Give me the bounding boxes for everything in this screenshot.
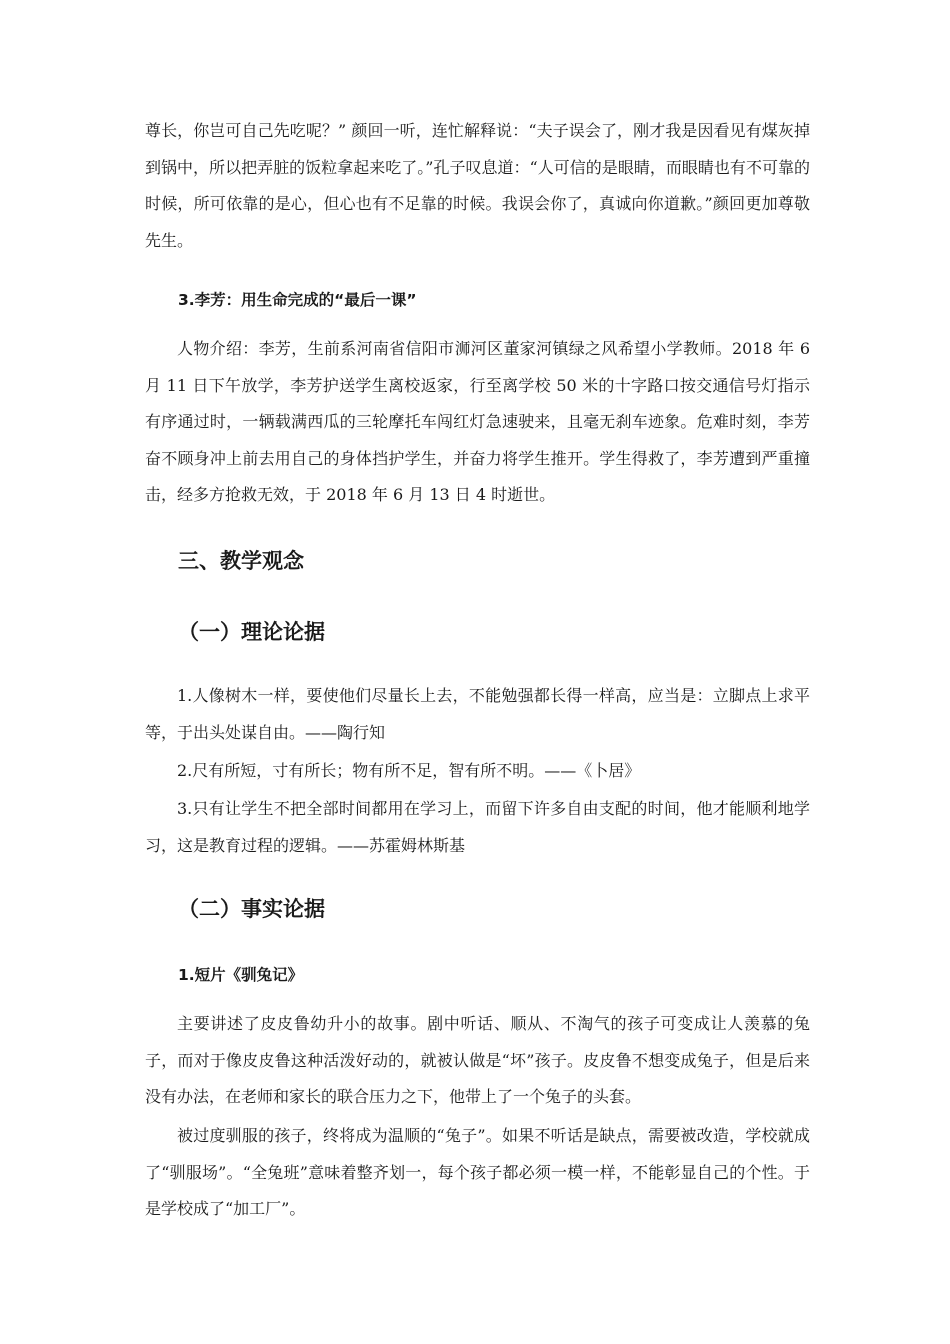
theory-item-3: 3.只有让学生不把全部时间都用在学习上，而留下许多自由支配的时间，他才能顺利地学习，这是教育过程的逻辑。——苏霍姆林斯基 [145, 799, 810, 855]
theory-heading: （一）理论论据 [178, 620, 325, 644]
theory-item-2: 2.尺有所短，寸有所长；物有所不足，智有所不明。——《卜居》 [177, 761, 641, 780]
film-paragraph-2: 被过度驯服的孩子，终将成为温顺的“兔子”。如果不听话是缺点，需要被改造，学校就成了“驯服场”。“全兔班”意味着整齐划一，每个孩子都必须一模一样，不能彰显自己的个性。于是学校成了“加工厂”。 [145, 1126, 810, 1218]
theory-item-1: 1.人像树木一样，要使他们尽量长上去，不能勉强都长得一样高，应当是：立脚点上求平等，于出头处谋自由。——陶行知 [145, 686, 810, 742]
film-paragraph-1: 主要讲述了皮皮鲁幼升小的故事。剧中听话、顺从、不淘气的孩子可变成让人羡慕的兔子，而对于像皮皮鲁这种活泼好动的，就被认做是“坏”孩子。皮皮鲁不想变成兔子，但是后来没有办法，在老师和家长的联合压力之下，他带上了一个兔子的头套。 [145, 1014, 810, 1106]
case-3-title: 3.李芳：用生命完成的“最后一课” [178, 291, 417, 309]
facts-heading: （二）事实论据 [178, 897, 325, 921]
intro-story-paragraph: 尊长，你岂可自己先吃呢？” 颜回一听，连忙解释说：“夫子误会了，刚才我是因看见有煤灰掉到锅中，所以把弄脏的饭粒拿起来吃了。”孔子叹息道：“人可信的是眼睛，而眼睛也有不可靠的时候，所可依靠的是心，但心也有不足靠的时候。我误会你了，真诚向你道歉。”颜回更加尊敬先生。 [145, 121, 810, 250]
section-3-heading: 三、教学观念 [178, 549, 304, 573]
case-3-paragraph: 人物介绍：李芳，生前系河南省信阳市浉河区董家河镇绿之风希望小学教师。2018 年 6 月 11 日下午放学，李芳护送学生离校返家，行至离学校 50 米的十字路口按交通信号灯指示有序通过时，一辆载满西瓜的三轮摩托车闯红灯急速驶来，且毫无刹车迹象。危难时刻，李芳奋不顾身冲上前去用自己的身体挡护学生，并奋力将学生推开。学生得救了，李芳遭到严重撞击，经多方抢救无效，于 2018 年 6 月 13 日 4 时逝世。 [145, 339, 810, 504]
film-title: 1.短片《驯兔记》 [178, 966, 304, 984]
